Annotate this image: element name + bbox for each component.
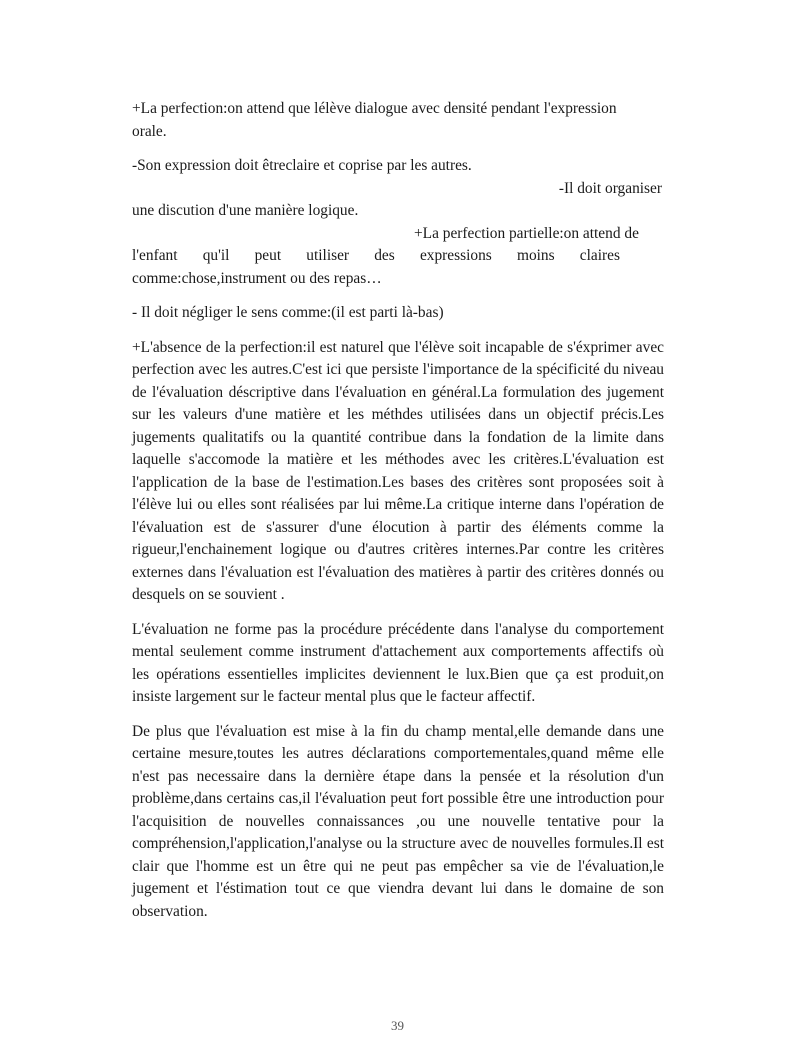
paragraph-perfection — [132, 98, 664, 143]
paragraph-line-spread — [132, 245, 620, 268]
paragraph-line: orale. — [132, 122, 167, 140]
document-body — [132, 98, 664, 923]
word: peut — [254, 247, 282, 264]
word: utiliser — [306, 247, 350, 264]
paragraph-evaluation: L'évaluation ne forme pas la procédure précédente dans l'analyse du comportement mental seulement comme instrument d'attachement aux comportements affectifs où les opérations essentielles implicites deviennent le lux.Bien que ça est produit,on insiste largement sur le facteur mental plus que le facteur affectif. — [132, 620, 664, 705]
page-number: 39 — [391, 1018, 404, 1033]
word: expressions — [419, 247, 492, 264]
word: des — [374, 247, 395, 264]
paragraph-line: -Il doit organiser — [558, 179, 662, 197]
paragraph-neglect: - Il doit négliger le sens comme:(il est parti là-bas) — [132, 304, 444, 321]
word: qu'il — [202, 247, 230, 264]
paragraph-line: -Son expression doit êtreclaire et coprise par les autres. — [132, 157, 472, 174]
paragraph-absence: +L'absence de la perfection:il est naturel que l'élève soit incapable de s'éxprimer avec perfection avec les autres.C'est ici que persiste l'importance de la spécificité du niveau de l'évaluation déscriptive dans l'évaluation en général.La formulation des jugement sur les valeurs d'une matière et les méthdes utilisées dans un objectif précis.Les jugements qualitatifs ou la quantité contribue dans la fondation de la limite dans laquelle s'accomode la matière et les méthodes avec les critères.L'évaluation est l'application de la base de l'estimation.Les bases des critères sont proposées soit à l'élève lui ou elles sont réalisées par lui même.La critique interne dans l'opération de l'évaluation est de s'assurer d'une élocution à partir des éléments comme la rigueur,l'enchainement logique ou d'autres critères internes.Par contre les critères externes dans l'évaluation est l'évaluation des matières à partir des critères donnés ou desquels on se souvient . — [132, 338, 664, 603]
word: moins — [516, 247, 555, 264]
word: l'enfant — [132, 247, 178, 264]
word: claires — [579, 247, 620, 264]
paragraph-line: +La perfection partielle:on attend de — [414, 224, 639, 242]
paragraph-mental-field: De plus que l'évaluation est mise à la fin du champ mental,elle demande dans une certaine mesure,toutes les autres déclarations comportementales,quand même elle n'est pas necessaire dans la dernière étape dans la pensée et la résolution d'un problème,dans certains cas,il l'évaluation peut fort possible être une introduction pour l'acquisition de nouvelles connaissances ,ou une nouvelle tentative pour la compréhension,l'application,l'analyse ou la structure avec de nouvelles formules.Il est clair que l'homme est un être qui ne peut pas empêcher sa vie de l'évaluation,le jugement et l'éstimation tout ce que viendra devant lui dans le domaine de son observation. — [132, 722, 664, 920]
paragraph-line: comme:chose,instrument ou des repas… — [132, 269, 382, 287]
paragraph-line: une discution d'une manière logique. — [132, 202, 359, 219]
paragraph-line: +La perfection:on attend que lélève dialogue avec densité pendant l'expression — [132, 100, 617, 117]
paragraph-expression — [132, 155, 664, 290]
